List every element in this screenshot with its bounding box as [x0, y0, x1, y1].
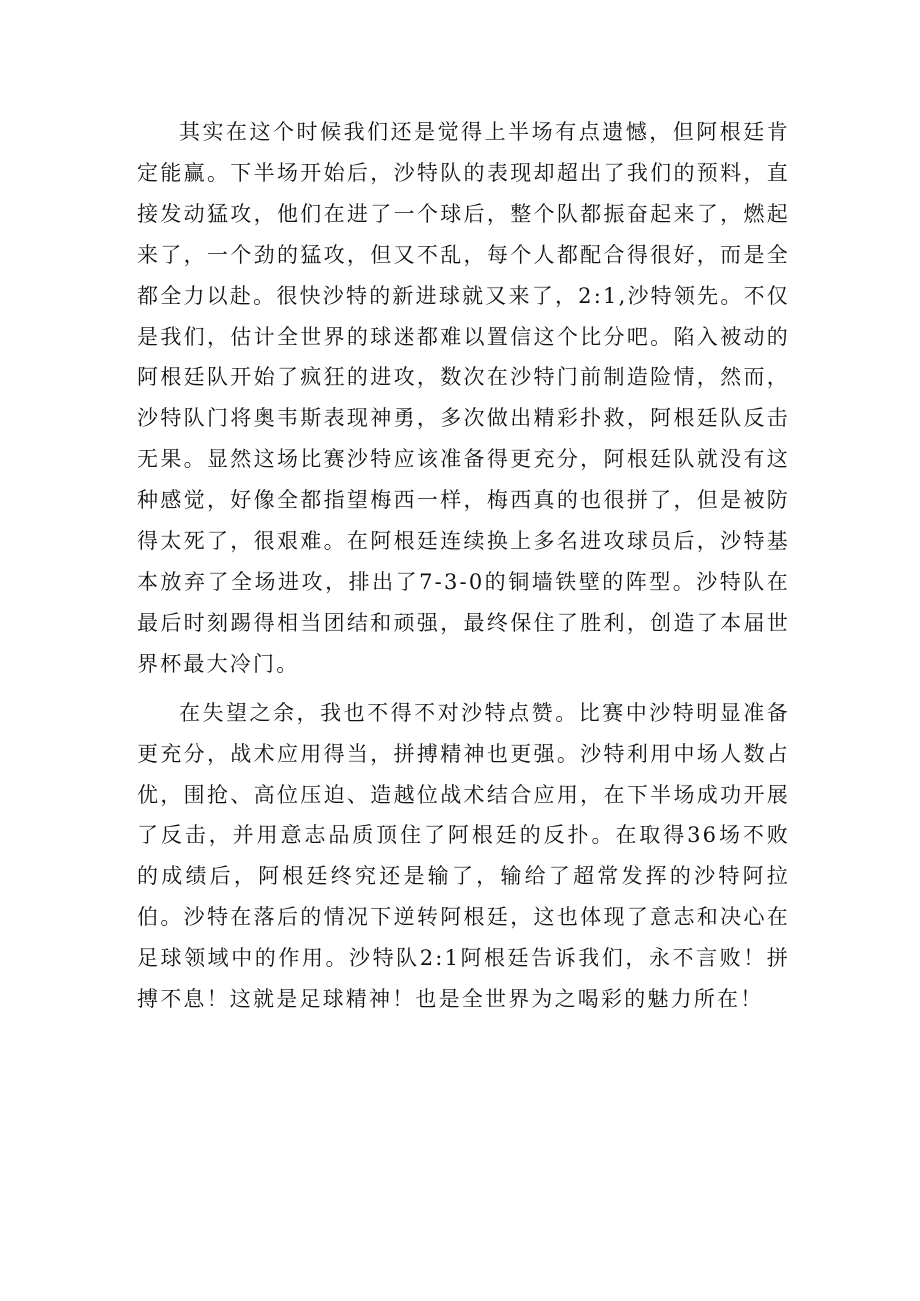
document-page [137, 112, 790, 1020]
paragraph-match-second-half: 其实在这个时候我们还是觉得上半场有点遗憾，但阿根廷肯定能赢。下半场开始后，沙特队的表现却超出了我们的预料，直接发动猛攻，他们在进了一个球后，整个队都振奋起来了，燃起来了，一个劲的猛攻，但又不乱，每个人都配合得很好，而是全都全力以赴。很快沙特的新进球就又来了，2:1,沙特领先。不仅是我们，估计全世界的球迷都难以置信这个比分吧。陷入被动的阿根廷队开始了疯狂的进攻，数次在沙特门前制造险情，然而，沙特队门将奥韦斯表现神勇，多次做出精彩扑救，阿根廷队反击无果。显然这场比赛沙特应该准备得更充分，阿根廷队就没有这种感觉，好像全都指望梅西一样，梅西真的也很拼了，但是被防得太死了，很艰难。在阿根廷连续换上多名进攻球员后，沙特基本放弃了全场进攻，排出了7-3-0的铜墙铁壁的阵型。沙特队在最后时刻踢得相当团结和顽强，最终保住了胜利，创造了本届世界杯最大冷门。 [137, 120, 790, 676]
paragraph-praise-saudi: 在失望之余，我也不得不对沙特点赞。比赛中沙特明显准备更充分，战术应用得当，拼搏精神也更强。沙特利用中场人数占优，围抢、高位压迫、造越位战术结合应用，在下半场成功开展了反击，并用意志品质顶住了阿根廷的反扑。在取得36场不败的成绩后，阿根廷终究还是输了，输给了超常发挥的沙特阿拉伯。沙特在落后的情况下逆转阿根廷，这也体现了意志和决心在足球领域中的作用。沙特队2:1阿根廷告诉我们，永不言败！拼搏不息！这就是足球精神！也是全世界为之喝彩的魅力所在！ [137, 700, 790, 1012]
